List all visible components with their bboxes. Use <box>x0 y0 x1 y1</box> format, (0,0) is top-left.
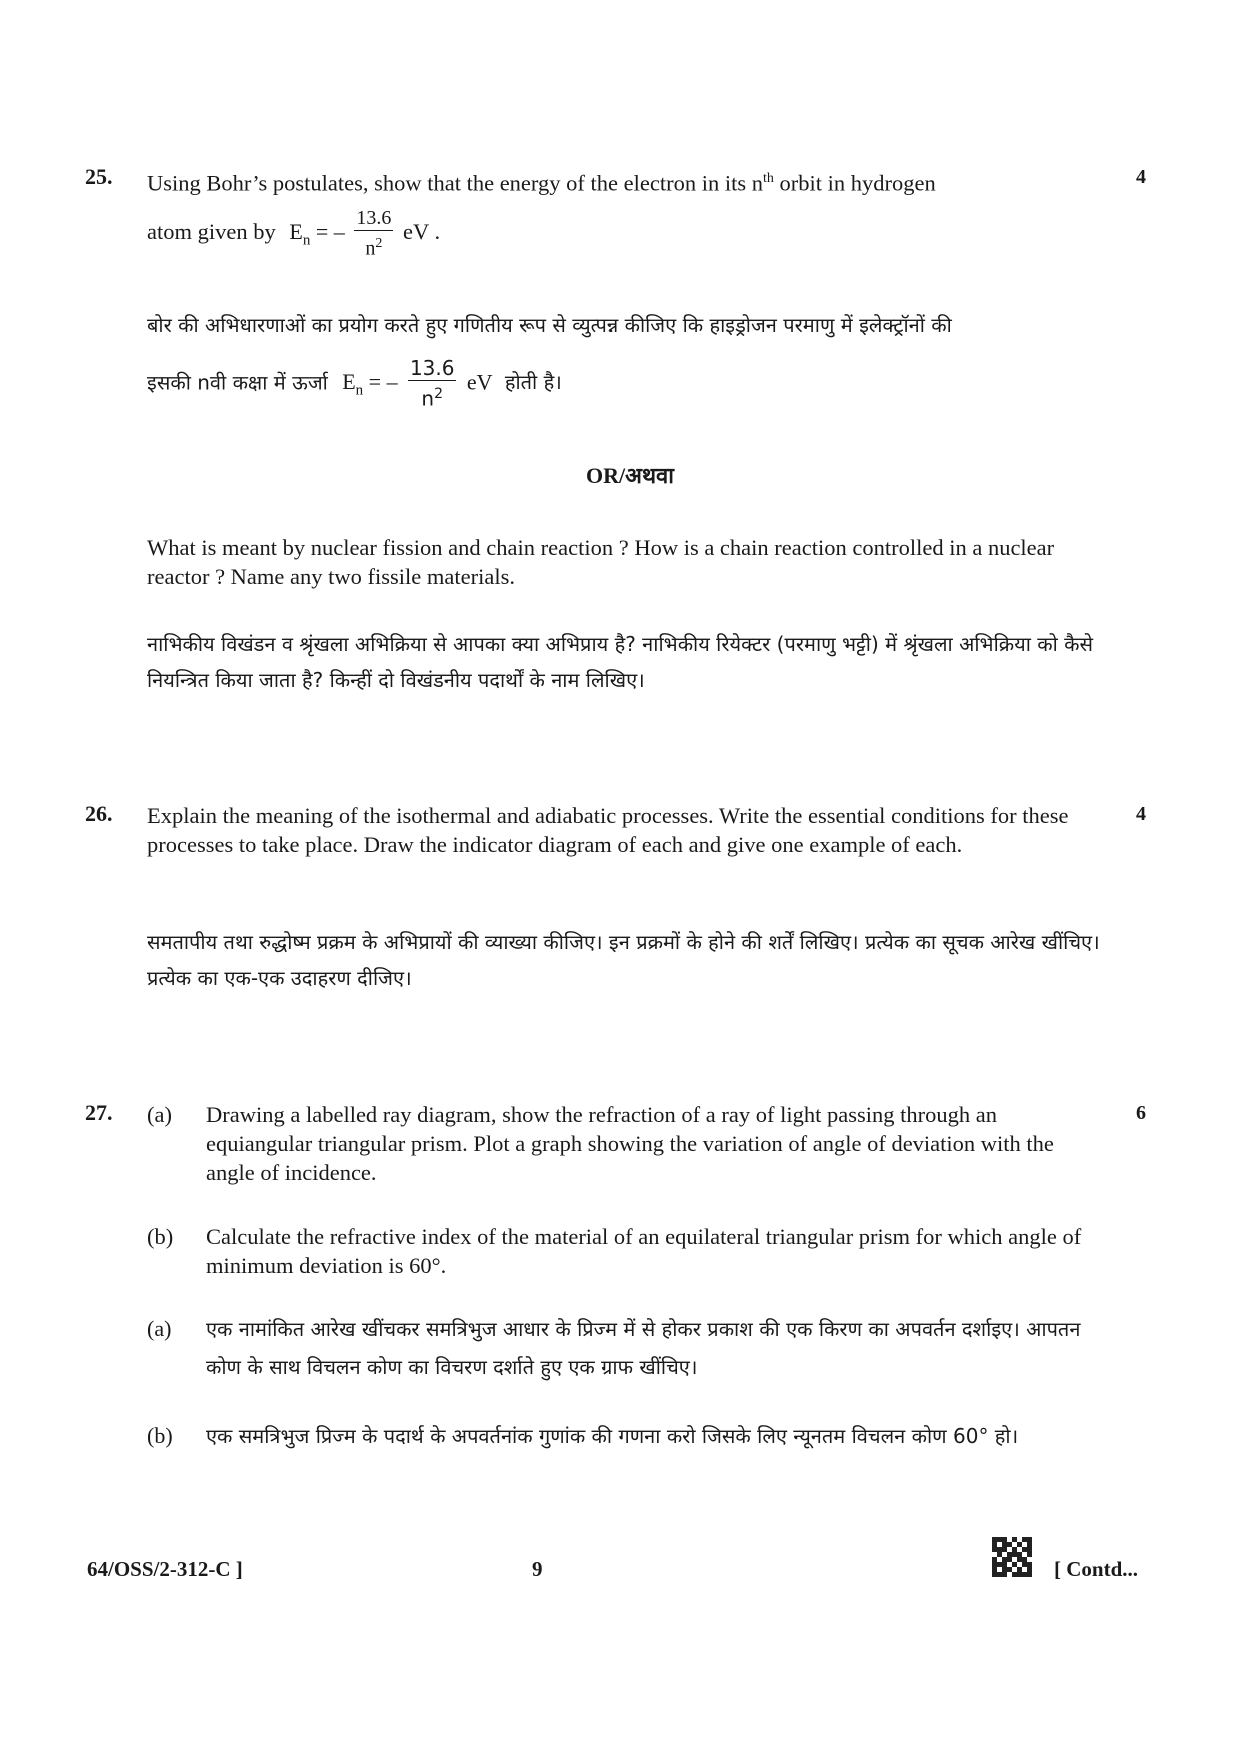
q26-number: 26. <box>85 801 113 826</box>
q27-a-hi: एक नामांकित आरेख खींचकर समत्रिभुज आधार के प्रिज्म में से होकर प्रकाश की एक किरण का अपवर्तन दर्शाइए। आपतन कोण के साथ विचलन कोण का विचरण दर्शाते हुए एक ग्राफ खींचिए। <box>206 1317 1081 1379</box>
page-number: 9 <box>532 1557 543 1581</box>
q25-en-line2 <box>147 206 847 262</box>
hi-unit: eV <box>466 369 493 395</box>
or-heading: OR/अथवा <box>586 463 674 488</box>
q25-en-line1-sup: th <box>762 171 774 186</box>
q25-en-line2-b: eV . <box>402 218 441 244</box>
q27-a-label: (a) <box>147 1102 172 1127</box>
fraction-numerator: 13.6 <box>356 207 392 229</box>
q25-alt-en: What is meant by nuclear fission and chain reaction ? How is a chain reaction controlled in a nuclear reactor ? Name any two fissile materials. <box>147 535 1055 589</box>
q25-number: 25. <box>85 164 113 189</box>
hi-fraction-denominator <box>408 381 457 412</box>
q25-hi-line2-a: इसकी nवी कक्षा में ऊर्जा <box>147 370 328 395</box>
hi-fraction-den-sup: 2 <box>434 386 444 402</box>
q26-hi: समतापीय तथा रुद्धोष्म प्रक्रम के अभिप्रायों की व्याख्या कीजिए। इन प्रक्रमों के होने की शर्तें लिखिए। प्रत्येक का सूचक आरेख खींचिए। प्रत्येक का एक-एक उदाहरण दीजिए। <box>147 930 1100 990</box>
qr-code-icon <box>992 1537 1032 1577</box>
hi-fraction-numerator: 13.6 <box>409 356 455 380</box>
hi-energy-symbol: E <box>342 369 356 395</box>
paper-code: 64/OSS/2-312-C ] <box>87 1557 243 1581</box>
q27-b-hi-label: (b) <box>147 1423 173 1448</box>
energy-symbol: E <box>289 218 303 244</box>
q27-b-label: (b) <box>147 1224 174 1249</box>
q26-en: Explain the meaning of the isothermal and adiabatic processes. Write the essential conditions for these processes to take place. Draw the indicator diagram of each and give one example of each. <box>147 803 1069 857</box>
q25-hi-line2-b: होती है। <box>504 370 562 395</box>
q27-a-en: Drawing a labelled ray diagram, show the refraction of a ray of light passing through an equiangular triangular prism. Plot a graph showing the variation of angle of deviation with the angle of incidence. <box>206 1102 1054 1185</box>
q25-marks: 4 <box>1136 166 1146 188</box>
q25-en-line1-a: Using Bohr’s postulates, show that the energy of the electron in its n <box>147 170 763 196</box>
fraction-den-base: n <box>365 237 376 260</box>
equals-minus: = – <box>310 218 345 244</box>
q25-hi-line2 <box>147 356 847 412</box>
hi-fraction-den-base: n <box>421 386 435 411</box>
q25-en-line2-a: atom given by <box>147 218 276 244</box>
q27-b-hi: एक समत्रिभुज प्रिज्म के पदार्थ के अपवर्तनांक गुणांक की गणना करो जिसके लिए न्यूनतम विचलन कोण 60° हो। <box>206 1424 1019 1448</box>
q25-en-line1-b: orbit in hydrogen <box>773 170 936 196</box>
hi-energy-fraction <box>408 356 457 412</box>
q27-b-en: Calculate the refractive index of the material of an equilateral triangular prism for which angle of minimum deviation is 60°. <box>206 1224 1082 1278</box>
energy-fraction <box>354 206 393 262</box>
fraction-denominator <box>354 231 393 262</box>
hi-equals-minus: = – <box>363 369 398 395</box>
continued-label: [ Contd... <box>1054 1557 1139 1581</box>
hi-energy-subscript: n <box>355 382 364 399</box>
q27-a-hi-label: (a) <box>147 1316 172 1341</box>
q25-alt-hi: नाभिकीय विखंडन व श्रृंखला अभिक्रिया से आपका क्या अभिप्राय है? नाभिकीय रियेक्टर (परमाणु भट्टी) में श्रृंखला अभिक्रिया को कैसे नियन्त्रित किया जाता है? किन्हीं दो विखंडनीय पदार्थों के नाम लिखिए। <box>147 632 1094 692</box>
q27-number: 27. <box>85 1100 113 1125</box>
q25-en-line1 <box>147 164 1107 198</box>
q27-marks: 6 <box>1136 1102 1146 1124</box>
fraction-den-sup: 2 <box>375 236 383 251</box>
q25-hi-line1: बोर की अभिधारणाओं का प्रयोग करते हुए गणितीय रूप से व्युत्पन्न कीजिए कि हाइड्रोजन परमाणु में इलेक्ट्रॉनों की <box>147 313 952 337</box>
q26-marks: 4 <box>1136 803 1146 825</box>
energy-subscript: n <box>302 232 311 249</box>
